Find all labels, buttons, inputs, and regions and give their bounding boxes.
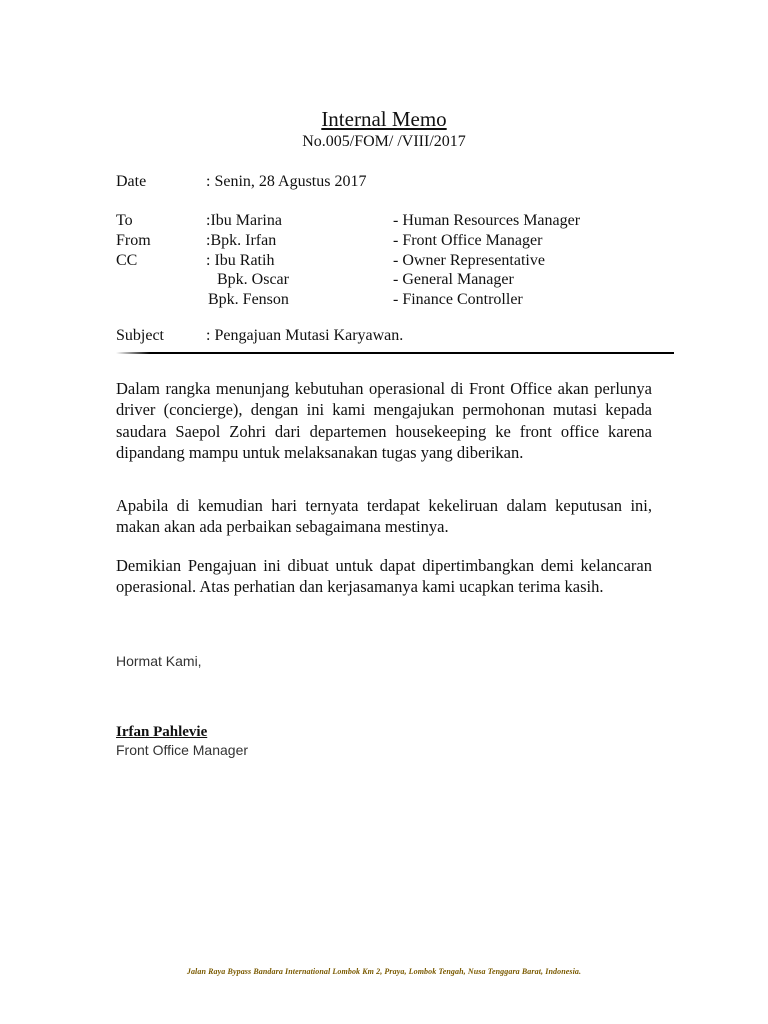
memo-number: No.005/FOM/ /VIII/2017 xyxy=(302,133,466,150)
cc-value-3: Bpk. Fenson xyxy=(208,291,289,308)
to-value: :Ibu Marina xyxy=(206,212,282,229)
signer-name: Irfan Pahlevie xyxy=(116,724,208,740)
body-paragraph-1: Dalam rangka menunjang kebutuhan operasional di Front Office akan perlunya driver (concierge), dengan ini kami mengajukan permohonan mutasi kepada saudara Saepol Zohri dari departemen housekeeping ke front office karena dipandang mampu untuk melaksanakan tugas yang diberikan. xyxy=(116,379,652,462)
from-role: - Front Office Manager xyxy=(393,232,543,249)
to-role: - Human Resources Manager xyxy=(393,212,581,229)
cc-role-1: - Owner Representative xyxy=(393,252,545,269)
to-label: To xyxy=(116,212,133,229)
from-label: From xyxy=(116,232,151,249)
date-label: Date xyxy=(116,173,147,190)
subject-label: Subject xyxy=(116,327,164,344)
signer-title: Front Office Manager xyxy=(116,742,249,758)
subject-value: : Pengajuan Mutasi Karyawan. xyxy=(206,327,404,344)
cc-value-1: : Ibu Ratih xyxy=(206,252,275,269)
closing-text: Hormat Kami, xyxy=(116,653,202,669)
memo-title: Internal Memo xyxy=(321,107,447,131)
date-value: : Senin, 28 Agustus 2017 xyxy=(206,173,367,190)
cc-label: CC xyxy=(116,252,138,269)
cc-role-2: - General Manager xyxy=(393,271,514,288)
from-value: :Bpk. Irfan xyxy=(206,232,277,249)
body-paragraph-3: Demikian Pengajuan ini dibuat untuk dapat dipertimbangkan demi kelancaran operasional. Atas perhatian dan kerjasamanya kami ucapkan terima kasih. xyxy=(116,556,652,597)
cc-role-3: - Finance Controller xyxy=(393,291,523,308)
footer-address: Jalan Raya Bypass Bandara International Lombok Km 2, Praya, Lombok Tengah, Nusa Tenggara Barat, Indonesia. xyxy=(186,967,582,976)
cc-value-2: Bpk. Oscar xyxy=(217,271,289,288)
subject-divider xyxy=(116,352,674,354)
body-paragraph-2: Apabila di kemudian hari ternyata terdapat kekeliruan dalam keputusan ini, makan akan ada perbaikan sebagaimana mestinya. xyxy=(116,496,652,537)
